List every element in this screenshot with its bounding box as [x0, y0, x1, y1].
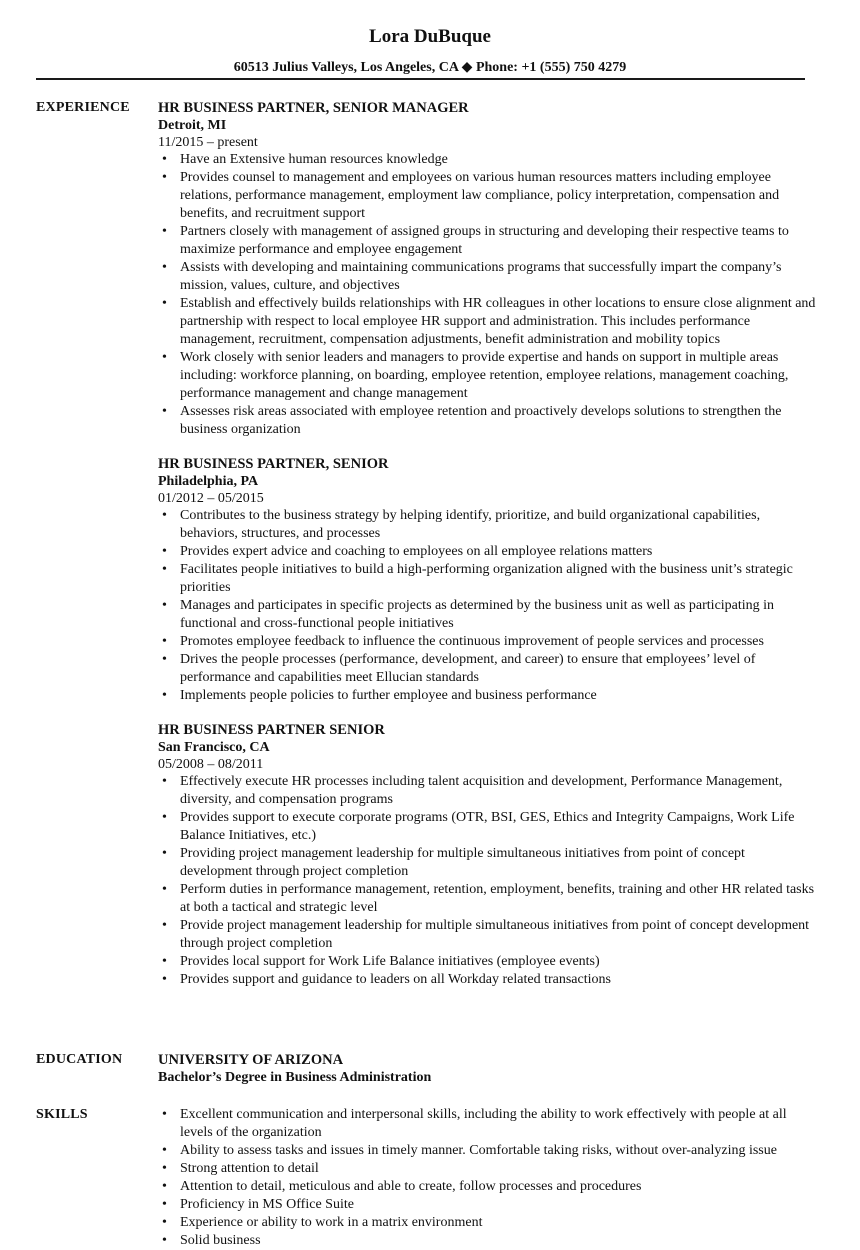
bullet-icon: •	[162, 882, 167, 897]
bullet-icon: •	[162, 508, 167, 523]
bullet-text: Excellent communication and interpersonal skills, including the ability to work effectively with people at all levels of the organization	[180, 1107, 787, 1140]
bullet-icon: •	[162, 296, 167, 311]
bullet-item	[158, 1214, 818, 1232]
bullet-icon: •	[162, 846, 167, 861]
education-entry	[158, 1051, 818, 1087]
job-entry	[158, 455, 818, 705]
bullet-item	[158, 971, 818, 989]
bullet-icon: •	[162, 152, 167, 167]
skills-entry	[158, 1106, 818, 1250]
bullet-icon: •	[162, 404, 167, 419]
bullet-item	[158, 259, 818, 295]
bullet-text: Work closely with senior leaders and managers to provide expertise and hands on support in multiple areas including: workforce planning, on boarding, employee retention, employee relations, management coaching, performance management and change management	[180, 350, 789, 401]
bullet-text: Implements people policies to further employee and business performance	[180, 688, 597, 703]
bullet-item	[158, 651, 818, 687]
contact-line: 60513 Julius Valleys, Los Angeles, CA ◆ Phone: +1 (555) 750 4279	[233, 60, 627, 75]
bullet-icon: •	[162, 918, 167, 933]
bullet-item	[158, 881, 818, 917]
bullet-icon: •	[162, 260, 167, 275]
degree-name: Bachelor’s Degree in Business Administration	[158, 1070, 432, 1085]
bullet-icon: •	[162, 954, 167, 969]
bullet-item	[158, 845, 818, 881]
bullet-text: Experience or ability to work in a matrix environment	[180, 1215, 483, 1230]
bullet-text: Assesses risk areas associated with employee retention and proactively develops solutions to strengthen the business organization	[180, 404, 782, 437]
bullet-text: Assists with developing and maintaining communications programs that successfully impart the company’s mission, values, culture, and objectives	[180, 260, 782, 293]
bullet-item	[158, 597, 818, 633]
bullet-icon: •	[162, 544, 167, 559]
bullet-text: Solid business	[180, 1233, 261, 1248]
bullet-text: Providing project management leadership for multiple simultaneous initiatives from point of concept development through project completion	[180, 846, 745, 879]
bullet-item	[158, 633, 818, 651]
bullet-icon: •	[162, 224, 167, 239]
bullet-text: Provide project management leadership for multiple simultaneous initiatives from point of concept development through project completion	[180, 918, 810, 951]
bullet-text: Have an Extensive human resources knowledge	[180, 152, 448, 167]
bullet-item	[158, 561, 818, 597]
skills-list	[158, 1106, 818, 1250]
bullet-item	[158, 295, 818, 349]
bullet-icon: •	[162, 774, 167, 789]
bullet-text: Manages and participates in specific projects as determined by the business unit as well as participating in functional and cross-functional people initiatives	[180, 598, 775, 631]
bullet-item	[158, 1142, 818, 1160]
job-entry	[158, 721, 818, 989]
bullet-text: Perform duties in performance management, retention, employment, benefits, training and other HR related tasks at both a tactical and strategic level	[180, 882, 815, 915]
bullet-icon: •	[162, 1233, 167, 1248]
bullet-text: Ability to assess tasks and issues in timely manner. Comfortable taking risks, without over-analyzing issue	[180, 1143, 777, 1158]
bullet-icon: •	[162, 688, 167, 703]
bullet-icon: •	[162, 350, 167, 365]
bullet-text: Effectively execute HR processes including talent acquisition and development, Performance Management, diversity, and compensation programs	[180, 774, 783, 807]
bullet-icon: •	[162, 562, 167, 577]
bullet-icon: •	[162, 1161, 167, 1176]
bullet-text: Provides expert advice and coaching to employees on all employee relations matters	[180, 544, 653, 559]
job-title: HR BUSINESS PARTNER SENIOR	[158, 722, 385, 738]
bullet-item	[158, 151, 818, 169]
bullet-text: Provides support to execute corporate programs (OTR, BSI, GES, Ethics and Integrity Campaigns, Work Life Balance Initiatives, etc.)	[180, 810, 795, 843]
section-title-education: EDUCATION	[36, 1052, 123, 1067]
bullet-icon: •	[162, 1197, 167, 1212]
bullet-item	[158, 349, 818, 403]
job-title: HR BUSINESS PARTNER, SENIOR MANAGER	[158, 100, 469, 116]
bullet-text: Contributes to the business strategy by helping identify, prioritize, and build organizational capabilities, behaviors, structures, and processes	[180, 508, 761, 541]
section-title-skills: SKILLS	[36, 1107, 88, 1122]
candidate-name: Lora DuBuque	[369, 26, 491, 47]
bullet-item	[158, 687, 818, 705]
bullet-text: Attention to detail, meticulous and able to create, follow processes and procedures	[180, 1179, 642, 1194]
job-location: Detroit, MI	[158, 118, 227, 133]
job-bullets	[158, 151, 818, 439]
bullet-item	[158, 1160, 818, 1178]
bullet-text: Promotes employee feedback to influence the continuous improvement of people services and processes	[180, 634, 764, 649]
bullet-item	[158, 917, 818, 953]
job-bullets	[158, 773, 818, 989]
job-location: Philadelphia, PA	[158, 474, 259, 489]
bullet-text: Partners closely with management of assigned groups in structuring and developing their respective teams to maximize performance and employee engagement	[180, 224, 789, 257]
bullet-text: Provides support and guidance to leaders on all Workday related transactions	[180, 972, 611, 987]
header-divider	[36, 78, 805, 80]
bullet-item	[158, 773, 818, 809]
bullet-icon: •	[162, 170, 167, 185]
bullet-item	[158, 507, 818, 543]
bullet-text: Provides local support for Work Life Balance initiatives (employee events)	[180, 954, 600, 969]
bullet-item	[158, 1232, 818, 1250]
bullet-text: Strong attention to detail	[180, 1161, 319, 1176]
bullet-icon: •	[162, 652, 167, 667]
section-title-experience: EXPERIENCE	[36, 100, 130, 115]
bullet-item	[158, 809, 818, 845]
job-bullets	[158, 507, 818, 705]
bullet-text: Proficiency in MS Office Suite	[180, 1197, 354, 1212]
bullet-icon: •	[162, 1179, 167, 1194]
bullet-text: Provides counsel to management and employees on various human resources matters including employee relations, performance management, employment law compliance, policy interpretation, compensation and benefits, and recruitment support	[180, 170, 780, 221]
job-entry	[158, 99, 818, 439]
bullet-icon: •	[162, 598, 167, 613]
experience-list	[158, 99, 818, 1005]
bullet-icon: •	[162, 972, 167, 987]
job-dates: 11/2015 – present	[158, 135, 258, 150]
school-name: UNIVERSITY OF ARIZONA	[158, 1052, 344, 1068]
job-title: HR BUSINESS PARTNER, SENIOR	[158, 456, 389, 472]
job-dates: 05/2008 – 08/2011	[158, 757, 264, 772]
bullet-icon: •	[162, 1215, 167, 1230]
bullet-icon: •	[162, 810, 167, 825]
bullet-icon: •	[162, 1107, 167, 1122]
bullet-item	[158, 1106, 818, 1142]
job-dates: 01/2012 – 05/2015	[158, 491, 264, 506]
bullet-item	[158, 403, 818, 439]
bullet-item	[158, 953, 818, 971]
job-location: San Francisco, CA	[158, 740, 270, 755]
bullet-item	[158, 223, 818, 259]
bullet-item	[158, 1178, 818, 1196]
bullet-icon: •	[162, 634, 167, 649]
bullet-text: Establish and effectively builds relationships with HR colleagues in other locations to ensure close alignment and partnership with respect to local employee HR support and administration. This includes performance management, recruitment, compensation adjustments, benefit administration and mobility topics	[180, 296, 816, 347]
bullet-text: Facilitates people initiatives to build a high-performing organization aligned with the business unit’s strategic priorities	[180, 562, 793, 595]
bullet-item	[158, 543, 818, 561]
bullet-icon: •	[162, 1143, 167, 1158]
bullet-text: Drives the people processes (performance, development, and career) to ensure that employees’ level of performance and capabilities meet Ellucian standards	[180, 652, 756, 685]
bullet-item	[158, 1196, 818, 1214]
bullet-item	[158, 169, 818, 223]
